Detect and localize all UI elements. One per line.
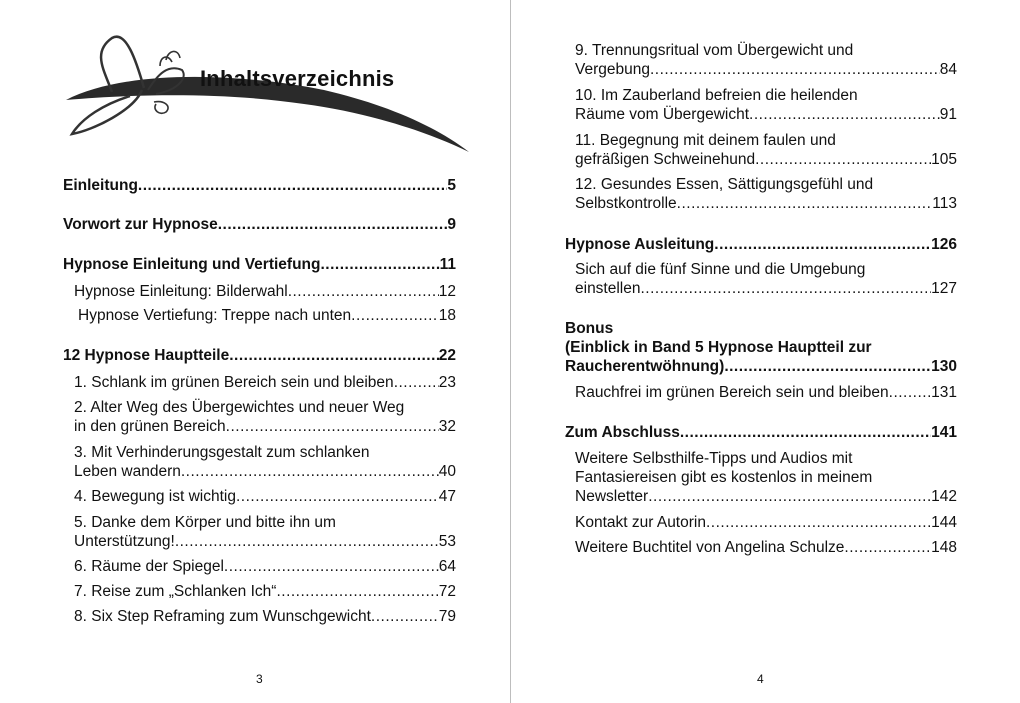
page-number-right: 4 (757, 672, 764, 686)
toc-entry[interactable]: Zum Abschluss ..... 141 (565, 423, 957, 442)
toc-entry[interactable]: Rauchfrei im grünen Bereich sein und bleiben ..... 131 (575, 383, 957, 402)
toc-entry[interactable]: Hypnose Einleitung und Vertiefung ..... 11 (63, 255, 456, 274)
toc-entry[interactable]: 5. Danke dem Körper und bitte ihn um Unterstützung! ..... 53 (74, 513, 456, 551)
toc-entry[interactable]: Sich auf die fünf Sinne und die Umgebung einstellen ..... 127 (575, 260, 957, 298)
toc-entry[interactable]: 11. Begegnung mit deinem faulen und gefräßigen Schweinehund ..... 105 (575, 131, 957, 169)
toc-entry[interactable]: Vorwort zur Hypnose ..... 9 (63, 215, 456, 234)
toc-entry[interactable]: Hypnose Einleitung: Bilderwahl ..... 12 (74, 282, 456, 301)
toc-entry[interactable]: 12 Hypnose Hauptteile ..... 22 (63, 346, 456, 365)
toc-entry[interactable]: 7. Reise zum „Schlanken Ich“ ..... 72 (74, 582, 456, 601)
toc-entry[interactable]: 6. Räume der Spiegel ..... 64 (74, 557, 456, 576)
toc-entry[interactable]: 8. Six Step Reframing zum Wunschgewicht ..... 79 (74, 607, 456, 626)
toc-entry[interactable]: 10. Im Zauberland befreien die heilenden Räume vom Übergewicht ..... 91 (575, 86, 957, 124)
toc-entry[interactable]: Weitere Selbsthilfe-Tipps und Audios mit Fantasiereisen gibt es kostenlos in meinem Newsletter ..... 142 (575, 449, 957, 506)
toc-entry[interactable]: Einleitung ..... 5 (63, 176, 456, 195)
toc-entry[interactable]: Weitere Buchtitel von Angelina Schulze ..... 148 (575, 538, 957, 557)
page-number-left: 3 (256, 672, 263, 686)
page-divider (510, 0, 511, 703)
toc-title: Inhaltsverzeichnis (200, 66, 395, 91)
toc-entry[interactable]: Bonus (Einblick in Band 5 Hypnose Hauptteil zur Raucherentwöhnung) ..... 130 (565, 319, 957, 376)
toc-entry[interactable]: 4. Bewegung ist wichtig ..... 47 (74, 487, 456, 506)
toc-entry[interactable]: Kontakt zur Autorin ..... 144 (575, 513, 957, 532)
toc-entry[interactable]: 3. Mit Verhinderungsgestalt zum schlanken Leben wandern ..... 40 (74, 443, 456, 481)
toc-entry[interactable]: 1. Schlank im grünen Bereich sein und bleiben ..... 23 (74, 373, 456, 392)
butterfly-logo-icon (64, 30, 474, 160)
toc-entry[interactable]: Hypnose Vertiefung: Treppe nach unten ..... 18 (78, 306, 456, 325)
toc-entry[interactable]: 9. Trennungsritual vom Übergewicht und Vergebung ..... 84 (575, 41, 957, 79)
toc-entry[interactable]: Hypnose Ausleitung ..... 126 (565, 235, 957, 254)
toc-entry[interactable]: 2. Alter Weg des Übergewichtes und neuer Weg in den grünen Bereich ..... 32 (74, 398, 456, 436)
toc-entry[interactable]: 12. Gesundes Essen, Sättigungsgefühl und Selbstkontrolle ..... 113 (575, 175, 957, 213)
